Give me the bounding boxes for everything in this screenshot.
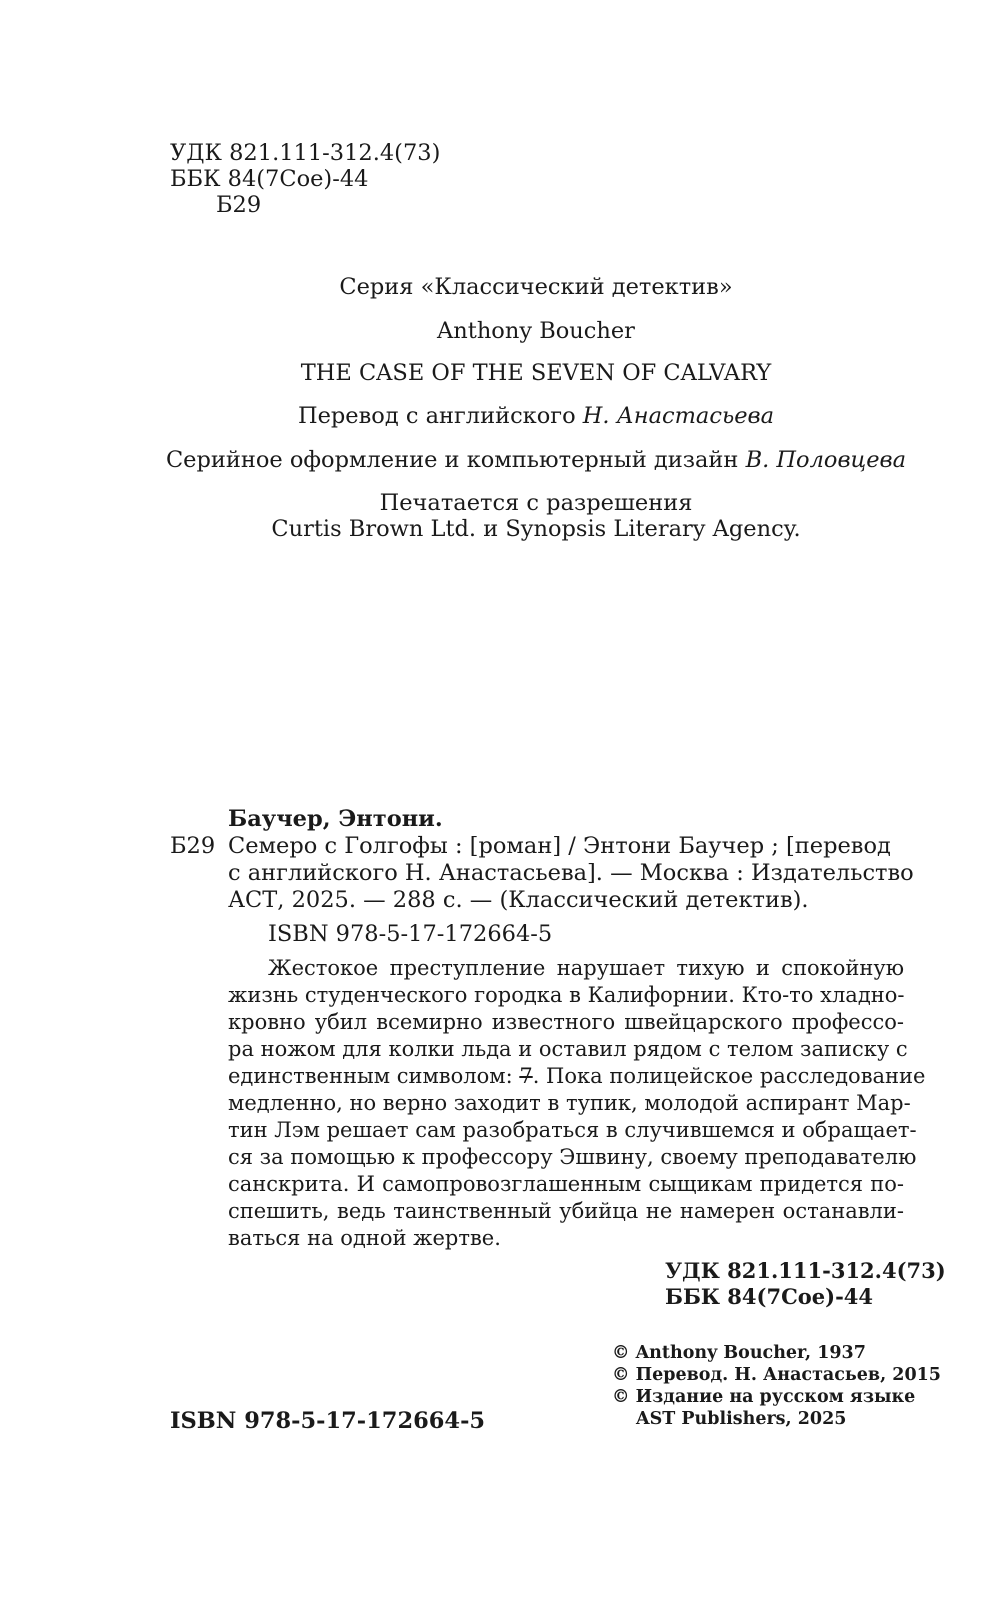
original-author: Anthony Boucher [437, 318, 635, 344]
permission-line-1: Печатается с разрешения [379, 490, 693, 516]
annotation-line: спешить, ведь таинственный убийца не намерен останавли- [228, 1199, 904, 1223]
annotation-line-tail: . Пока полицейское расследование [532, 1064, 926, 1088]
design-credit [0, 447, 1000, 473]
annotation-line: тин Лэм решает сам разобраться в случившемся и обращает- [228, 1118, 917, 1142]
author-mark-top: Б29 [216, 192, 262, 218]
copyright-line: © Перевод. Н. Анастасьев, 2015 [612, 1365, 941, 1385]
isbn-bottom: ISBN 978-5-17-172664-5 [170, 1408, 486, 1434]
designer-name: В. Половцева [745, 447, 907, 473]
catalog-description-line: Семеро с Голгофы : [роман] / Энтони Баучер ; [перевод [228, 833, 891, 859]
annotation-line: медленно, но верно заходит в тупик, молодой аспирант Мар- [228, 1091, 911, 1115]
series-line: Серия «Классический детектив» [339, 274, 733, 300]
copyright-line: © Издание на русском языке [612, 1387, 916, 1407]
annotation-line: жизнь студенческого городка в Калифорнии. Кто-то хладно- [228, 983, 905, 1007]
annotation-line: кровно убил всемирно известного швейцарского профессо- [228, 1010, 904, 1034]
annotation-line: ся за помощью к профессору Эшвину, своему преподавателю [228, 1145, 917, 1169]
udk-code-catalog: УДК 821.111-312.4(73) [665, 1258, 946, 1283]
annotation-line: ваться на одной жертве. [228, 1226, 501, 1250]
catalog-author-mark: Б29 [170, 833, 216, 859]
permission-line-2: Curtis Brown Ltd. и Synopsis Literary Agency. [271, 516, 801, 542]
catalog-description-line: с английского Н. Анастасьева]. — Москва : Издательство [228, 860, 914, 886]
catalog-heading: Баучер, Энтони. [228, 806, 443, 832]
translation-prefix: Перевод с английского [297, 403, 576, 429]
catalog-description-line: АСТ, 2025. — 288 с. — (Классический детектив). [228, 887, 809, 913]
original-title: THE CASE OF THE SEVEN OF CALVARY [300, 360, 772, 386]
translation-credit [0, 403, 1000, 429]
copyright-line: © Anthony Boucher, 1937 [612, 1343, 866, 1363]
annotation-line: санскрита. И самопровозглашенным сыщикам придется по- [228, 1172, 904, 1196]
annotation-line-start: единственным символом: [228, 1064, 520, 1088]
translator-name: Н. Анастасьева [582, 403, 775, 429]
copyright-line: AST Publishers, 2025 [636, 1409, 847, 1429]
udk-code-top: УДК 821.111-312.4(73) [170, 140, 441, 166]
annotation-line: ра ножом для колки льда и оставил рядом с телом записку с [228, 1037, 908, 1061]
annotation-line: Жестокое преступление нарушает тихую и спокойную [268, 956, 904, 980]
seven-symbol: 7 [519, 1064, 533, 1088]
bbk-code-catalog: ББК 84(7Сое)-44 [665, 1284, 874, 1309]
catalog-isbn: ISBN 978-5-17-172664-5 [268, 921, 553, 947]
annotation-line-with-symbol [228, 1063, 926, 1090]
bbk-code-top: ББК 84(7Сое)-44 [170, 166, 369, 192]
design-prefix: Серийное оформление и компьютерный дизайн [165, 447, 739, 473]
